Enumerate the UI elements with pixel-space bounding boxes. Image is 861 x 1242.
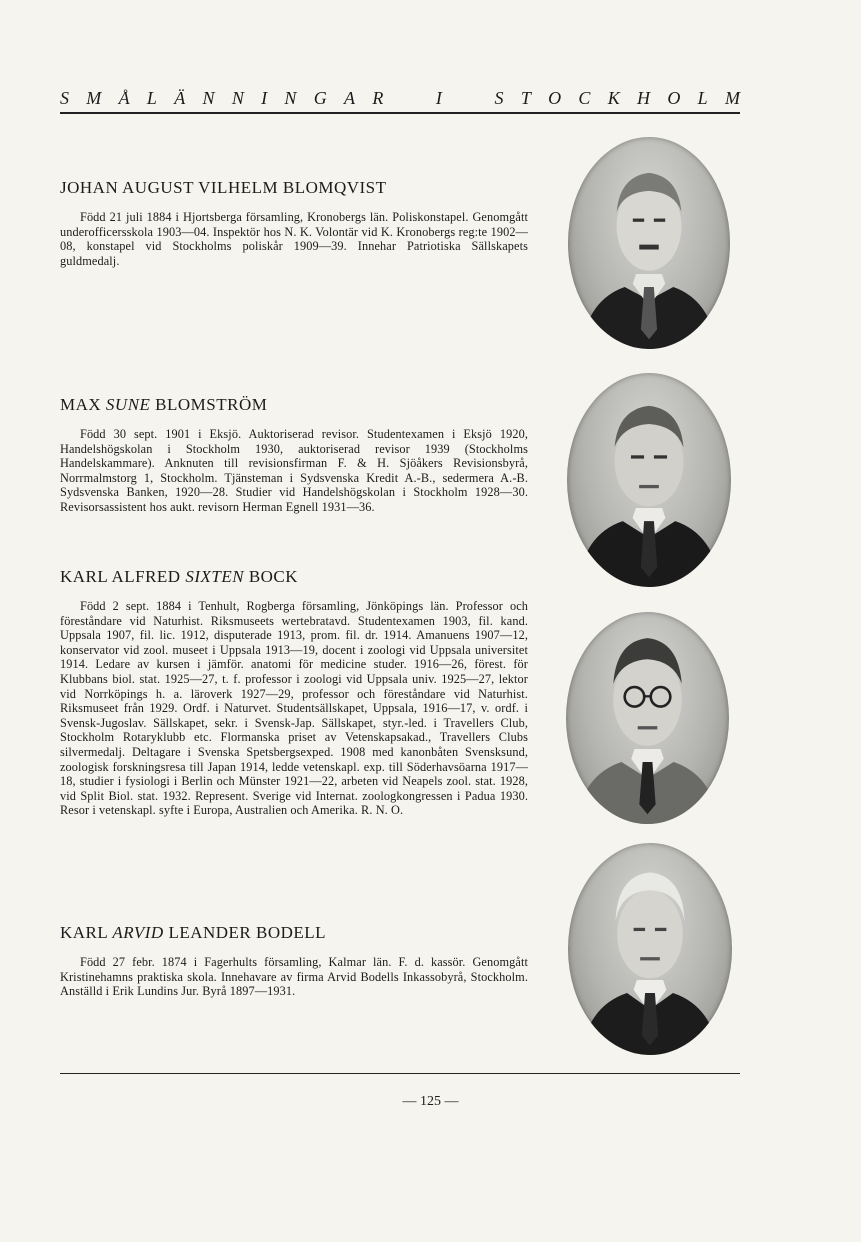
- running-head-letter: O: [548, 88, 562, 108]
- running-head-letter: S: [60, 88, 69, 108]
- name-italic: SUNE: [105, 395, 151, 414]
- running-head-letter: M: [724, 88, 740, 108]
- entry-name: [60, 178, 528, 198]
- name-italic: ARVID: [112, 923, 164, 942]
- entry-name: [60, 923, 528, 943]
- running-head-letter: M: [86, 88, 102, 108]
- running-head-letter: S: [494, 88, 504, 108]
- running-head-letter: N: [284, 88, 297, 108]
- name-part: BLOMSTRÖM: [150, 395, 268, 414]
- running-head-letter: N: [202, 88, 215, 108]
- entry-bio: Född 30 sept. 1901 i Eksjö. Auktoriserad revisor. Studentexamen i Eksjö 1920, Handelshögskolan i Stockholm 1930, auktoriserad revisor 1939 (Stockholms Handelskammare). Anknuten till revisionsfirman F. & H. Sjöåkers Revisionsbyrå, Norrmalmstorg 1, Stockholm. Tjänsteman i Sydsvenska Kredit A.-B., sedermera A.-B. Sydsvenska Banken, 1920—28. Studier vid Handelshögskolan i Stockholm 1928—30. Revisorsassistent hos aukt. revisorn Herman Egnell 1931—36.: [60, 427, 528, 514]
- running-head: [60, 88, 740, 109]
- running-head-letter: R: [372, 88, 384, 108]
- biography-entry: [60, 395, 528, 515]
- running-head-letter: K: [607, 88, 620, 108]
- name-part: JOHAN AUGUST VILHELM BLOMQVIST: [60, 178, 387, 197]
- running-head-letter: O: [667, 88, 681, 108]
- running-head-letter: N: [231, 88, 244, 108]
- biography-entry: [60, 567, 528, 818]
- running-head-letter: G: [313, 88, 327, 108]
- entry-bio: Född 2 sept. 1884 i Tenhult, Rogberga församling, Jönköpings län. Professor och föreståndare vid Naturhist. Riksmuseets wertebratavd. Studentexamen 1903, fil. kand. Uppsala 1907, fil. lic. 1912, disputerade 1913, prom. fil. dr. 1914. Amanuens 1907—12, konservator vid zool. museet i Uppsala 1913—19, docent i zoologi vid Uppsala universitet 1914. Ledare av kursen i jämför. anatomi för medicine studer. 1916—26, förest. för Klubbans biol. stat. 1925—27, t. f. professor i zoologi vid Uppsala univ. 1925—27, lektor vid Norrköpings h. a. läroverk 1927—29, professor och föreståndare vid Naturhist. Riksmuseet från 1929. Ordf. i Naturvet. Studentsällskapet, Uppsala, 1916—17, v. ordf. i Svensk-Jugoslav. Sällskapet, sekr. i Svensk-Jap. Sällskapet, styr.-led. i Travellers Club, Stockholm Rotaryklubb etc. Flormanska priset av Vetenskapsakad., Travellers Clubs silvermedalj. Deltagare i Svenska Spetsbergsexped. 1908 med kanonbåten Svensksund, zoologisk forskningsresa till Japan 1914, ledde vetenskapl. exp. till Söderhavsöarna 1917—18, studier i fysiologi i Berlin och Münster 1921—22, arbeten vid Neapels zool. stat. 1928, vid Split Biol. stat. 1932. Represent. Sverige vid Internat. zoologkongressen i Padua 1930. Resor i vetenskapl. syfte i Europa, Australien och Amerika. R. N. O.: [60, 599, 528, 818]
- entry-name: [60, 567, 528, 587]
- portrait-photo: [566, 612, 729, 824]
- name-part: LEANDER BODELL: [163, 923, 327, 942]
- page-number: — 125 —: [402, 1094, 459, 1109]
- footer-rule: [60, 1073, 740, 1074]
- entry-bio: Född 27 febr. 1874 i Fagerhults församling, Kalmar län. F. d. kassör. Genomgått Kristinehamns praktiska skola. Innehavare av firma Arvid Bodells Inkassobyrå, Stockholm. Anställd i Erik Lundins Jur. Byrå 1897—1931.: [60, 955, 528, 999]
- running-head-letter: L: [697, 88, 708, 108]
- running-head-letter: A: [344, 88, 356, 108]
- running-head-letter: I: [435, 88, 442, 108]
- running-head-letter: L: [146, 88, 157, 108]
- header-rule: [60, 112, 740, 114]
- entry-name: [60, 395, 528, 415]
- name-part: KARL: [60, 923, 113, 942]
- portrait-photo: [568, 843, 732, 1055]
- name-part: BOCK: [244, 567, 299, 586]
- running-head-letter: I: [261, 88, 268, 108]
- running-head-letter: Å: [118, 88, 130, 108]
- running-head-letter: Ä: [174, 88, 186, 108]
- biography-entry: [60, 178, 528, 268]
- entry-bio: Född 21 juli 1884 i Hjortsberga församling, Kronobergs län. Poliskonstapel. Genomgått underofficersskola 1903—04. Inspektör hos N. K. Volontär vid K. Kronobergs reg:te 1902—08, konstapel vid Stockholms poliskår 1909—39. Innehar Patriotiska Sällskapets guldmedalj.: [60, 210, 528, 268]
- portrait-photo: [567, 373, 731, 587]
- name-part: KARL ALFRED: [60, 567, 186, 586]
- running-head-letter: C: [578, 88, 591, 108]
- name-italic: SIXTEN: [185, 567, 245, 586]
- running-head-letter: H: [637, 88, 651, 108]
- running-head-letter: T: [520, 88, 531, 108]
- name-part: MAX: [60, 395, 106, 414]
- biography-entry: [60, 923, 528, 999]
- portrait-photo: [568, 137, 730, 349]
